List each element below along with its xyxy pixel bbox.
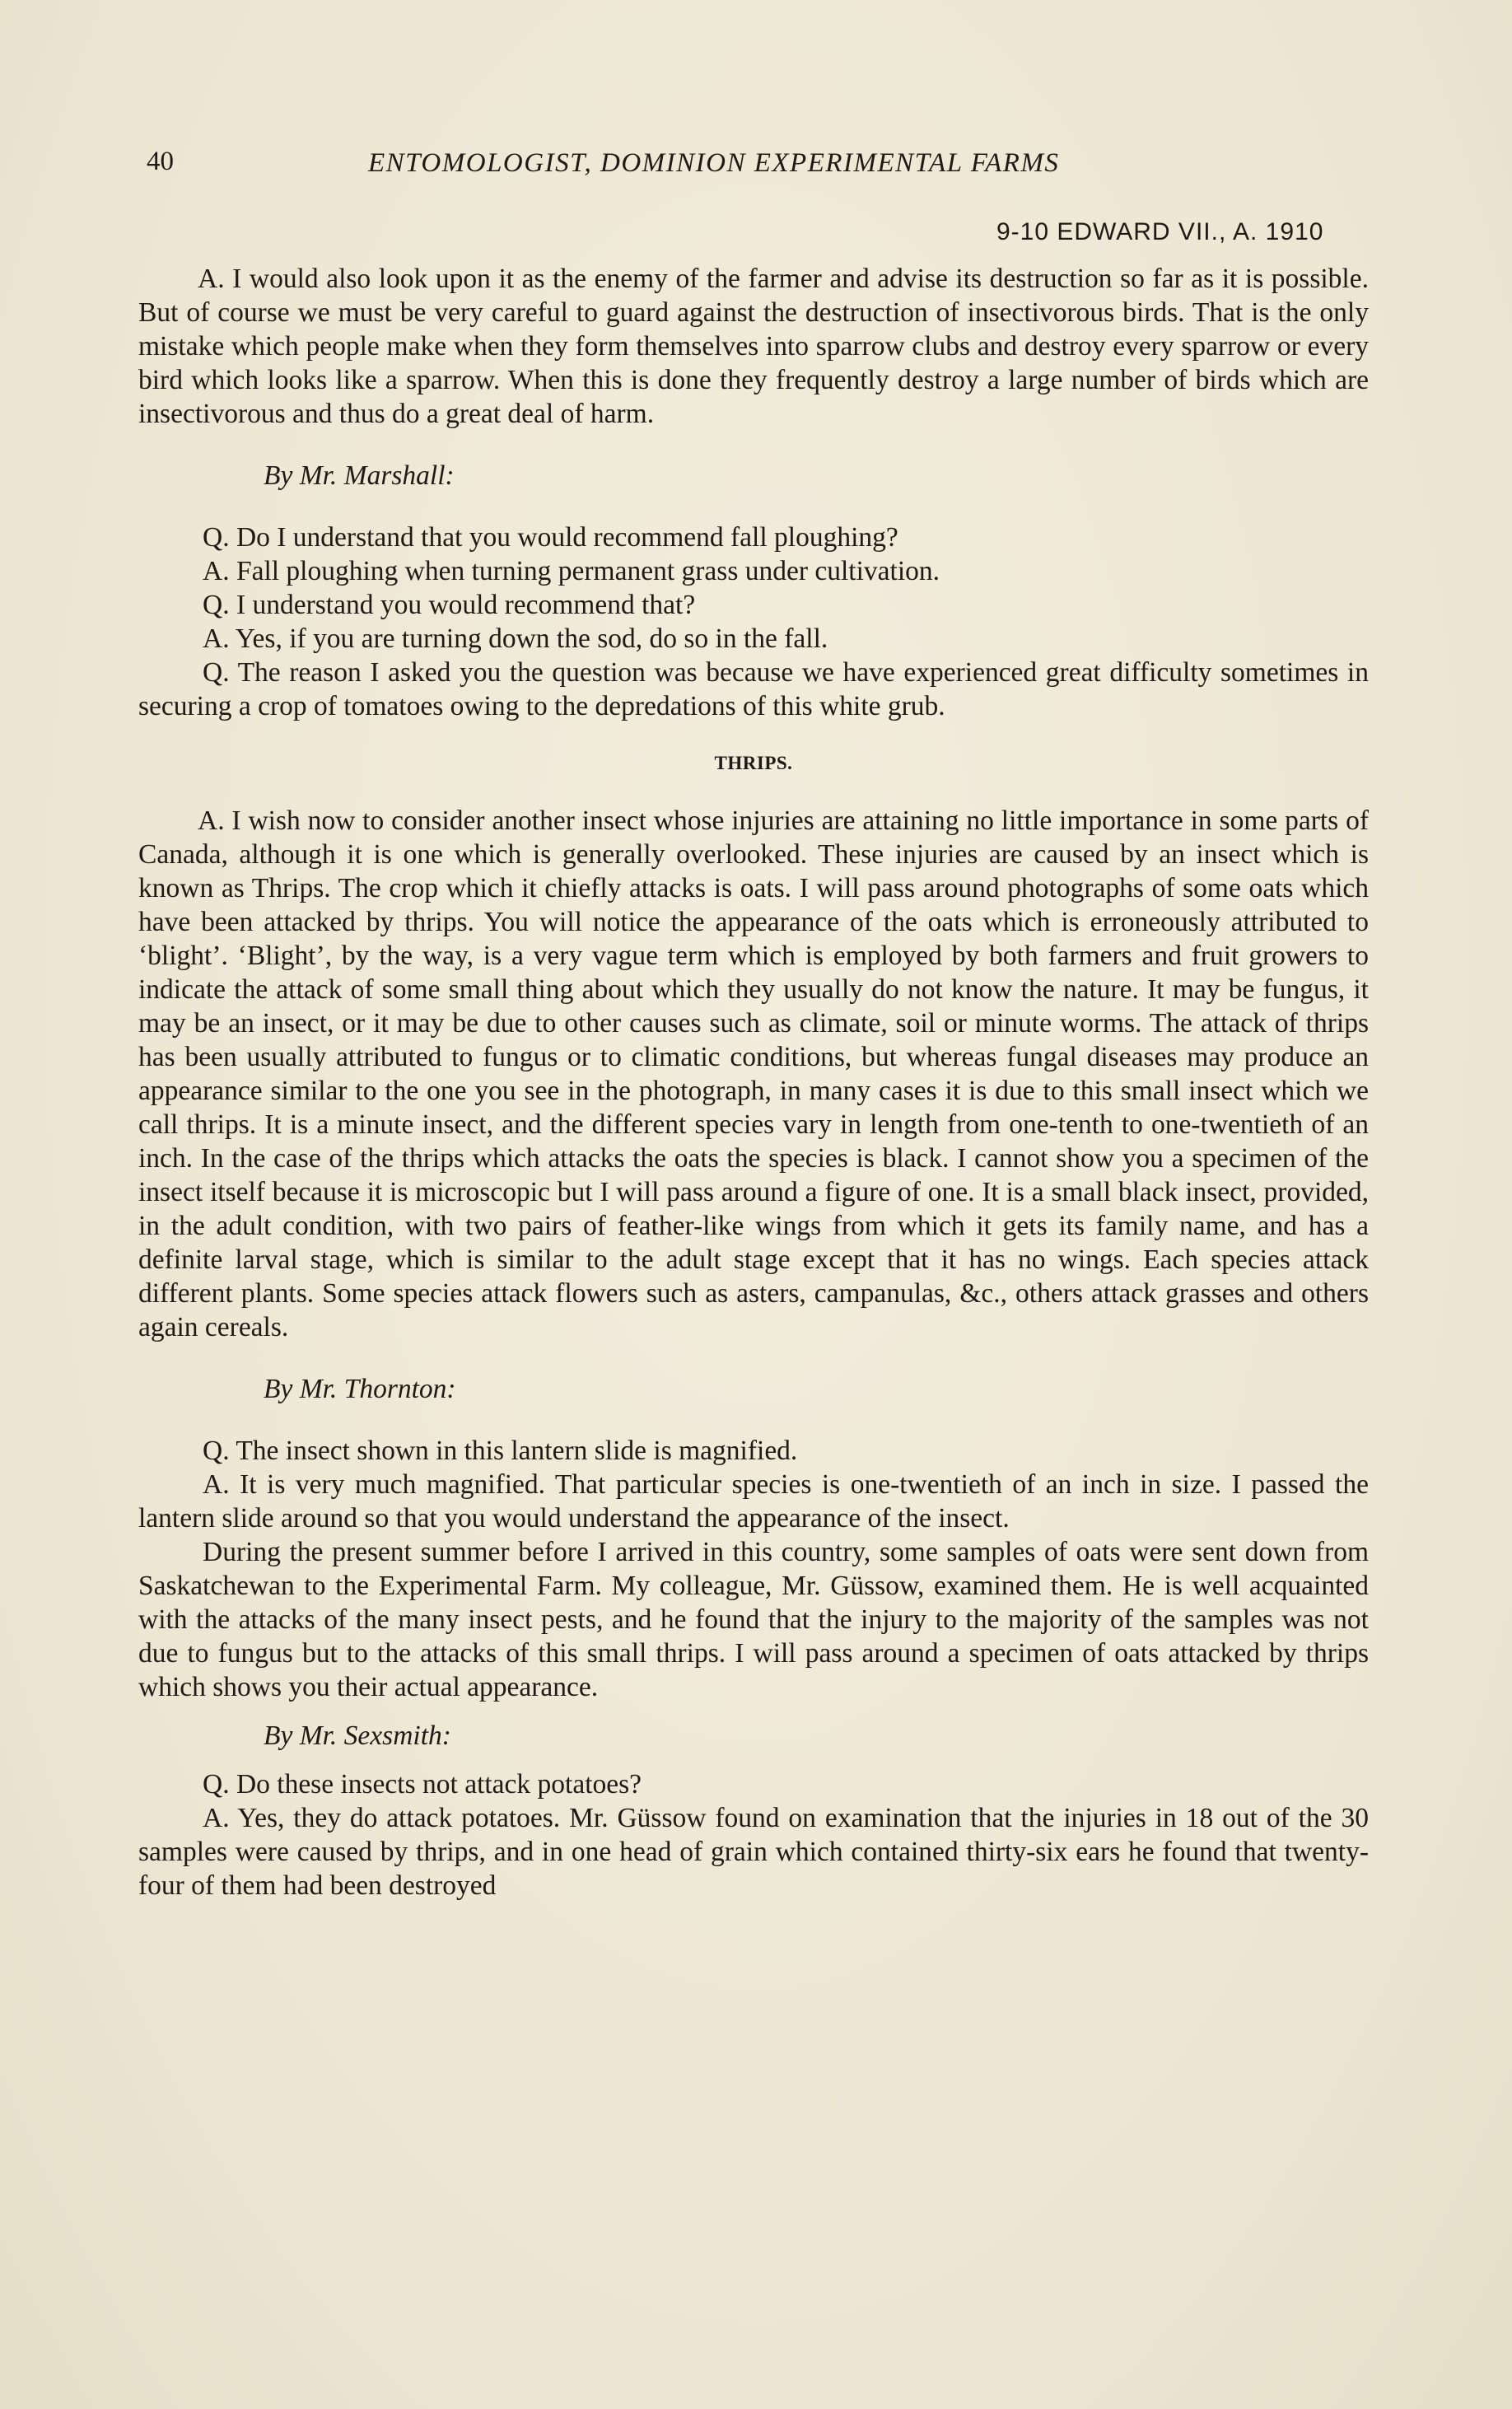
answer-paragraph: A. Yes, they do attack potatoes. Mr. Güssow found on examination that the injuries in 18 out of the 30 samples were caused by thrips, and in one head of grain which contained thirty-six ears he found that twenty-four of them had been destroyed — [138, 1803, 1369, 1901]
section-title: THRIPS. — [714, 753, 793, 773]
answer-paragraph: A. I wish now to consider another insect whose injuries are attaining no little importance in some parts of Canada, although it is one which is generally overlooked. These injuries are caused by an insect which is known as Thrips. The crop which it chiefly attacks is oats. I will pass around photographs of some oats which have been attacked by thrips. You will notice the appearance of the oats which is erroneously attributed to ‘blight’. ‘Blight’, by the way, is a very vague term which is employed by both farmers and fruit growers to indicate the attack of some small thing about which they usually do not know the nature. It may be fungus, it may be an insect, or it may be due to other causes such as climate, soil or minute worms. The attack of thrips has been usually attributed to fungus or to climatic conditions, but whereas fungal diseases may produce an appearance similar to the one you see in the photograph, in many cases it is due to this small insect which we call thrips. It is a minute insect, and the different species vary in length from one-tenth to one-twentieth of an inch. In the case of the thrips which attacks the oats the species is black. I cannot show you a specimen of the insect itself because it is microscopic but I will pass around a figure of one. It is a small black insect, provided, in the adult condition, with two pairs of feather-like wings from which it gets its family name, and has a definite larval stage, which is similar to the adult stage except that it has no wings. Each species attack different plants. Some species attack flowers such as asters, campanulas, &c., others attack grasses and others again cereals. — [138, 805, 1369, 1342]
answer-line: A. Yes, if you are turning down the sod, do so in the fall. — [203, 623, 828, 654]
speaker-heading: By Mr. Sexsmith: — [264, 1720, 451, 1751]
page-header — [142, 147, 1377, 188]
question-line: Q. Do these insects not attack potatoes? — [203, 1769, 642, 1800]
session-label: 9-10 EDWARD VII., A. 1910 — [996, 218, 1324, 245]
answer-line: A. Fall ploughing when turning permanent grass under cultivation. — [203, 556, 940, 586]
document-body — [138, 262, 1369, 1902]
question-paragraph: Q. The reason I asked you the question was because we have experienced great difficulty sometimes in securing a crop of tomatoes owing to the depredations of this white grub. — [138, 657, 1369, 721]
answer-paragraph: A. I would also look upon it as the enemy of the farmer and advise its destruction so far as it is possible. But of course we must be very careful to guard against the destruction of insectivorous birds. That is the only mistake which people make when they form themselves into sparrow clubs and destroy every sparrow or every bird which looks like a sparrow. When this is done they frequently destroy a large number of birds which are insectivorous and thus do a great deal of harm. — [138, 264, 1369, 429]
running-head: ENTOMOLOGIST, DOMINION EXPERIMENTAL FARMS — [368, 148, 1060, 178]
question-line: Q. I understand you would recommend that? — [203, 590, 696, 620]
answer-paragraph: A. It is very much magnified. That particular species is one-twentieth of an inch in size. I passed the lantern slide around so that you would understand the appearance of the insect. — [138, 1469, 1369, 1534]
speaker-heading: By Mr. Marshall: — [264, 460, 455, 491]
question-line: Q. The insect shown in this lantern slide is magnified. — [203, 1436, 798, 1466]
body-paragraph: During the present summer before I arrived in this country, some samples of oats were sent down from Saskatchewan to the Experimental Farm. My colleague, Mr. Güssow, examined them. He is well acquainted with the attacks of the many insect pests, and he found that the injury to the majority of the samples was not due to fungus but to the attacks of this small thrips. I will pass around a specimen of oats attacked by thrips which shows you their actual appearance. — [138, 1537, 1369, 1702]
question-line: Q. Do I understand that you would recommend fall ploughing? — [203, 522, 898, 553]
speaker-heading: By Mr. Thornton: — [264, 1374, 456, 1404]
page-number: 40 — [147, 147, 174, 176]
